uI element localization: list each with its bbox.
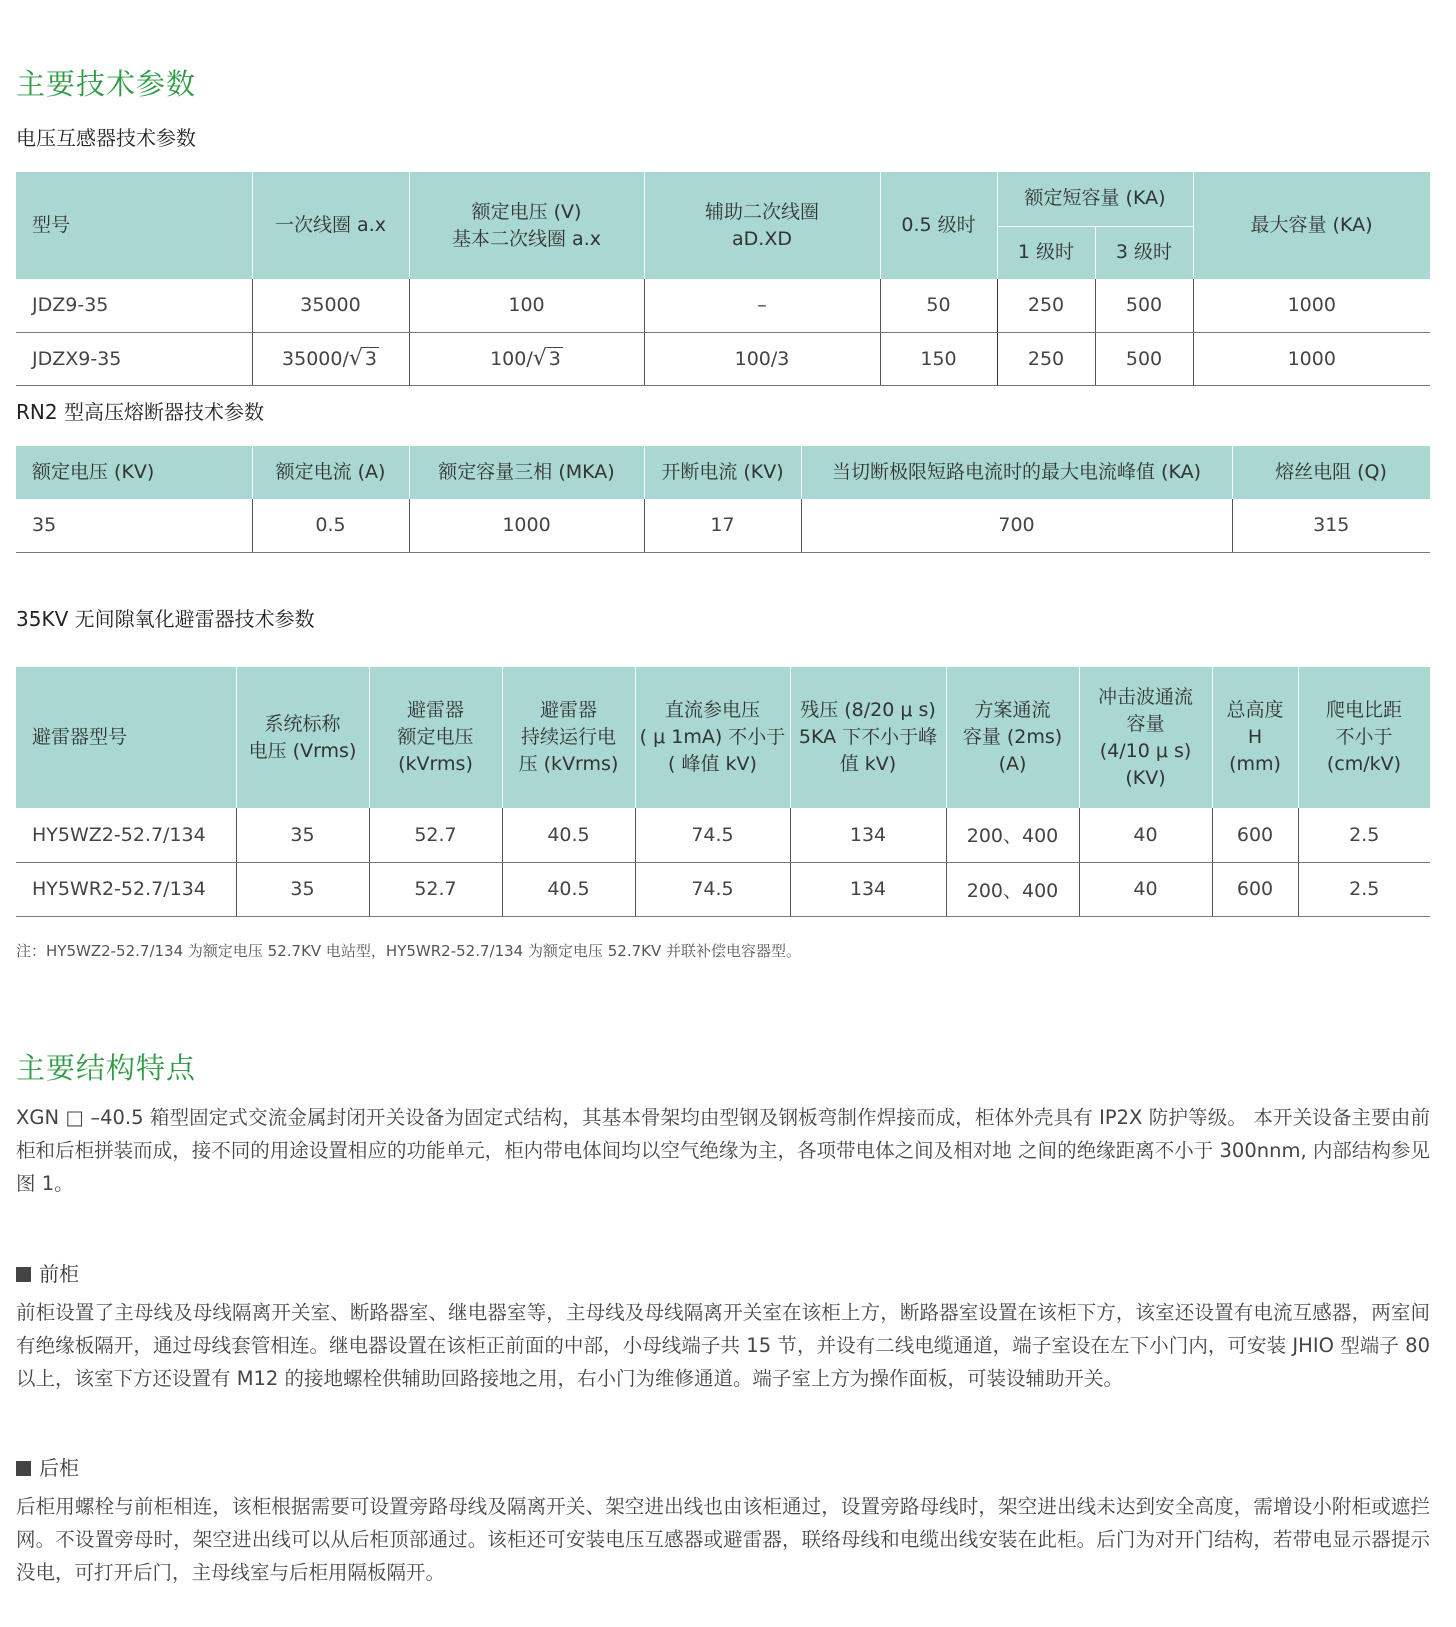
- arrester-cell: 600: [1212, 862, 1298, 916]
- arrester-table-title: 35KV 无间隙氧化避雷器技术参数: [16, 607, 315, 631]
- vt-header-3: 3 级时: [1095, 226, 1193, 279]
- vt-header-1: 1 级时: [997, 226, 1095, 279]
- vt-cell: 1000: [1193, 332, 1430, 385]
- vt-header-05: 0.5 级时: [880, 172, 997, 279]
- arrester-cell: 2.5: [1298, 808, 1430, 862]
- rn2-header: 额定电流 (A): [252, 446, 409, 499]
- arrester-cell: 52.7: [369, 808, 502, 862]
- arrester-cell: 200、400: [946, 862, 1079, 916]
- rn2-header: 熔丝电阻 (Q): [1232, 446, 1430, 499]
- arrester-header: 直流参电压 ( μ 1mA) 不小于 ( 峰值 kV): [635, 667, 790, 808]
- rear-cabinet-text: 后柜用螺栓与前柜相连，该柜根据需要可设置旁路母线及隔离开关、架空进出线也由该柜通过，设置旁路母线时，架空进出线未达到安全高度，需增设小附柜或遮拦网。不设置旁母时，架空进出线可以从后柜顶部通过。该柜还可安装电压互感器或避雷器，联络母线和电缆出线安装在此柜。后门为对开门结构，若带电显示器提示没电，可打开后门，主母线室与后柜用隔板隔开。: [16, 1495, 1430, 1584]
- rn2-header: 额定电压 (KV): [16, 446, 252, 499]
- square-bullet-icon: [16, 1267, 31, 1282]
- arrester-header: 总高度 H (mm): [1212, 667, 1298, 808]
- rn2-header: 额定容量三相 (MKA): [409, 446, 644, 499]
- rn2-cell: 17: [644, 499, 801, 552]
- arrester-cell: 74.5: [635, 862, 790, 916]
- square-bullet-icon: [16, 1461, 31, 1476]
- vt-cell: JDZ9-35: [16, 279, 252, 332]
- front-cabinet-text: 前柜设置了主母线及母线隔离开关室、断路器室、继电器室等，主母线及母线隔离开关室在该柜上方，断路器室设置在该柜下方，该室还设置有电流互感器，两室间有绝缘板隔开，通过母线套管相连。继电器设置在该柜正前面的中部，小母线端子共 15 节，并设有二线电缆通道，端子室设在左下小门内，可安装 JHIO 型端子 80 以上，该室下方还设置有 M12 的接地螺栓供辅助回路接地之用，右小门为维修通道。端子室上方为操作面板，可装设辅助开关。: [16, 1301, 1430, 1390]
- arrester-header: 方案通流 容量 (2ms) (A): [946, 667, 1079, 808]
- arrester-header: 系统标称 电压 (Vrms): [236, 667, 369, 808]
- vt-cell: 500: [1095, 279, 1193, 332]
- vt-cell: 100: [409, 279, 644, 332]
- vt-table: [16, 172, 1431, 386]
- rn2-cell: 315: [1232, 499, 1430, 552]
- rn2-cell: 1000: [409, 499, 644, 552]
- vt-header-max: 最大容量 (KA): [1193, 172, 1430, 279]
- rn2-cell: 700: [801, 499, 1232, 552]
- arrester-cell: 40.5: [502, 808, 635, 862]
- vt-table-title: 电压互感器技术参数: [16, 126, 196, 150]
- arrester-cell: 74.5: [635, 808, 790, 862]
- vt-cell: 1000: [1193, 279, 1430, 332]
- vt-header-primary: 一次线圈 a.x: [252, 172, 409, 279]
- arrester-note: 注：HY5WZ2-52.7/134 为额定电压 52.7KV 电站型，HY5WR2-52.7/134 为额定电压 52.7KV 并联补偿电容器型。: [16, 942, 802, 960]
- arrester-header: 爬电比距 不小于 (cm/kV): [1298, 667, 1430, 808]
- vt-cell-sqrt: 35000/√ 3: [252, 332, 409, 385]
- vt-cell: 50: [880, 279, 997, 332]
- arrester-cell: 40.5: [502, 862, 635, 916]
- arrester-header: 避雷器型号: [16, 667, 236, 808]
- rear-cabinet-heading: 后柜: [16, 1452, 79, 1481]
- structure-intro: XGN □ –40.5 箱型固定式交流金属封闭开关设备为固定式结构，其基本骨架均由型钢及钢板弯制作焊接而成，柜体外壳具有 IP2X 防护等级。 本开关设备主要由前柜和后柜拼装而成，接不同的用途设置相应的功能单元，柜内带电体间均以空气绝缘为主，各项带电体之间及相对地 之间的绝缘距离不小于 300nnm, 内部结构参见图 1。: [16, 1106, 1430, 1195]
- arrester-header-row: [16, 667, 1430, 808]
- arrester-cell: 600: [1212, 808, 1298, 862]
- vt-cell: JDZX9-35: [16, 332, 252, 385]
- vt-header-aux: 辅助二次线圈 aD.XD: [644, 172, 880, 279]
- rn2-table: [16, 446, 1431, 553]
- arrester-cell: 2.5: [1298, 862, 1430, 916]
- vt-header-short: 额定短容量 (KA): [997, 172, 1193, 226]
- arrester-header: 避雷器 额定电压 (kVrms): [369, 667, 502, 808]
- vt-cell: –: [644, 279, 880, 332]
- arrester-header: 残压 (8/20 μ s) 5KA 下不小于峰 值 kV): [790, 667, 946, 808]
- arrester-cell: 40: [1079, 862, 1212, 916]
- table-row: [16, 862, 1430, 916]
- rn2-table-title: RN2 型高压熔断器技术参数: [16, 400, 264, 424]
- section-title-main-params: 主要技术参数: [16, 67, 197, 101]
- vt-cell-sqrt: 100/√ 3: [409, 332, 644, 385]
- arrester-cell: 35: [236, 862, 369, 916]
- arrester-cell: 35: [236, 808, 369, 862]
- vt-header-rated-voltage: 额定电压 (V) 基本二次线圈 a.x: [409, 172, 644, 279]
- section-title-structure: 主要结构特点: [16, 1051, 197, 1085]
- rn2-header: 开断电流 (KV): [644, 446, 801, 499]
- table-row: [16, 279, 1430, 332]
- vt-cell: 150: [880, 332, 997, 385]
- arrester-cell: 134: [790, 808, 946, 862]
- vt-header-model: 型号: [16, 172, 252, 279]
- table-row: [16, 332, 1430, 385]
- arrester-cell: HY5WZ2-52.7/134: [16, 808, 236, 862]
- vt-cell: 250: [997, 279, 1095, 332]
- arrester-header: 冲击波通流 容量 (4/10 μ s) (KV): [1079, 667, 1212, 808]
- vt-cell: 100/3: [644, 332, 880, 385]
- arrester-cell: HY5WR2-52.7/134: [16, 862, 236, 916]
- table-row: [16, 499, 1430, 552]
- rn2-cell: 35: [16, 499, 252, 552]
- arrester-header: 避雷器 持续运行电 压 (kVrms): [502, 667, 635, 808]
- arrester-cell: 40: [1079, 808, 1212, 862]
- vt-cell: 250: [997, 332, 1095, 385]
- arrester-cell: 52.7: [369, 862, 502, 916]
- arrester-cell: 134: [790, 862, 946, 916]
- table-row: [16, 808, 1430, 862]
- front-cabinet-heading: 前柜: [16, 1258, 79, 1287]
- rn2-cell: 0.5: [252, 499, 409, 552]
- arrester-cell: 200、400: [946, 808, 1079, 862]
- rn2-header: 当切断极限短路电流时的最大电流峰值 (KA): [801, 446, 1232, 499]
- arrester-table: [16, 667, 1431, 917]
- vt-cell: 500: [1095, 332, 1193, 385]
- vt-cell: 35000: [252, 279, 409, 332]
